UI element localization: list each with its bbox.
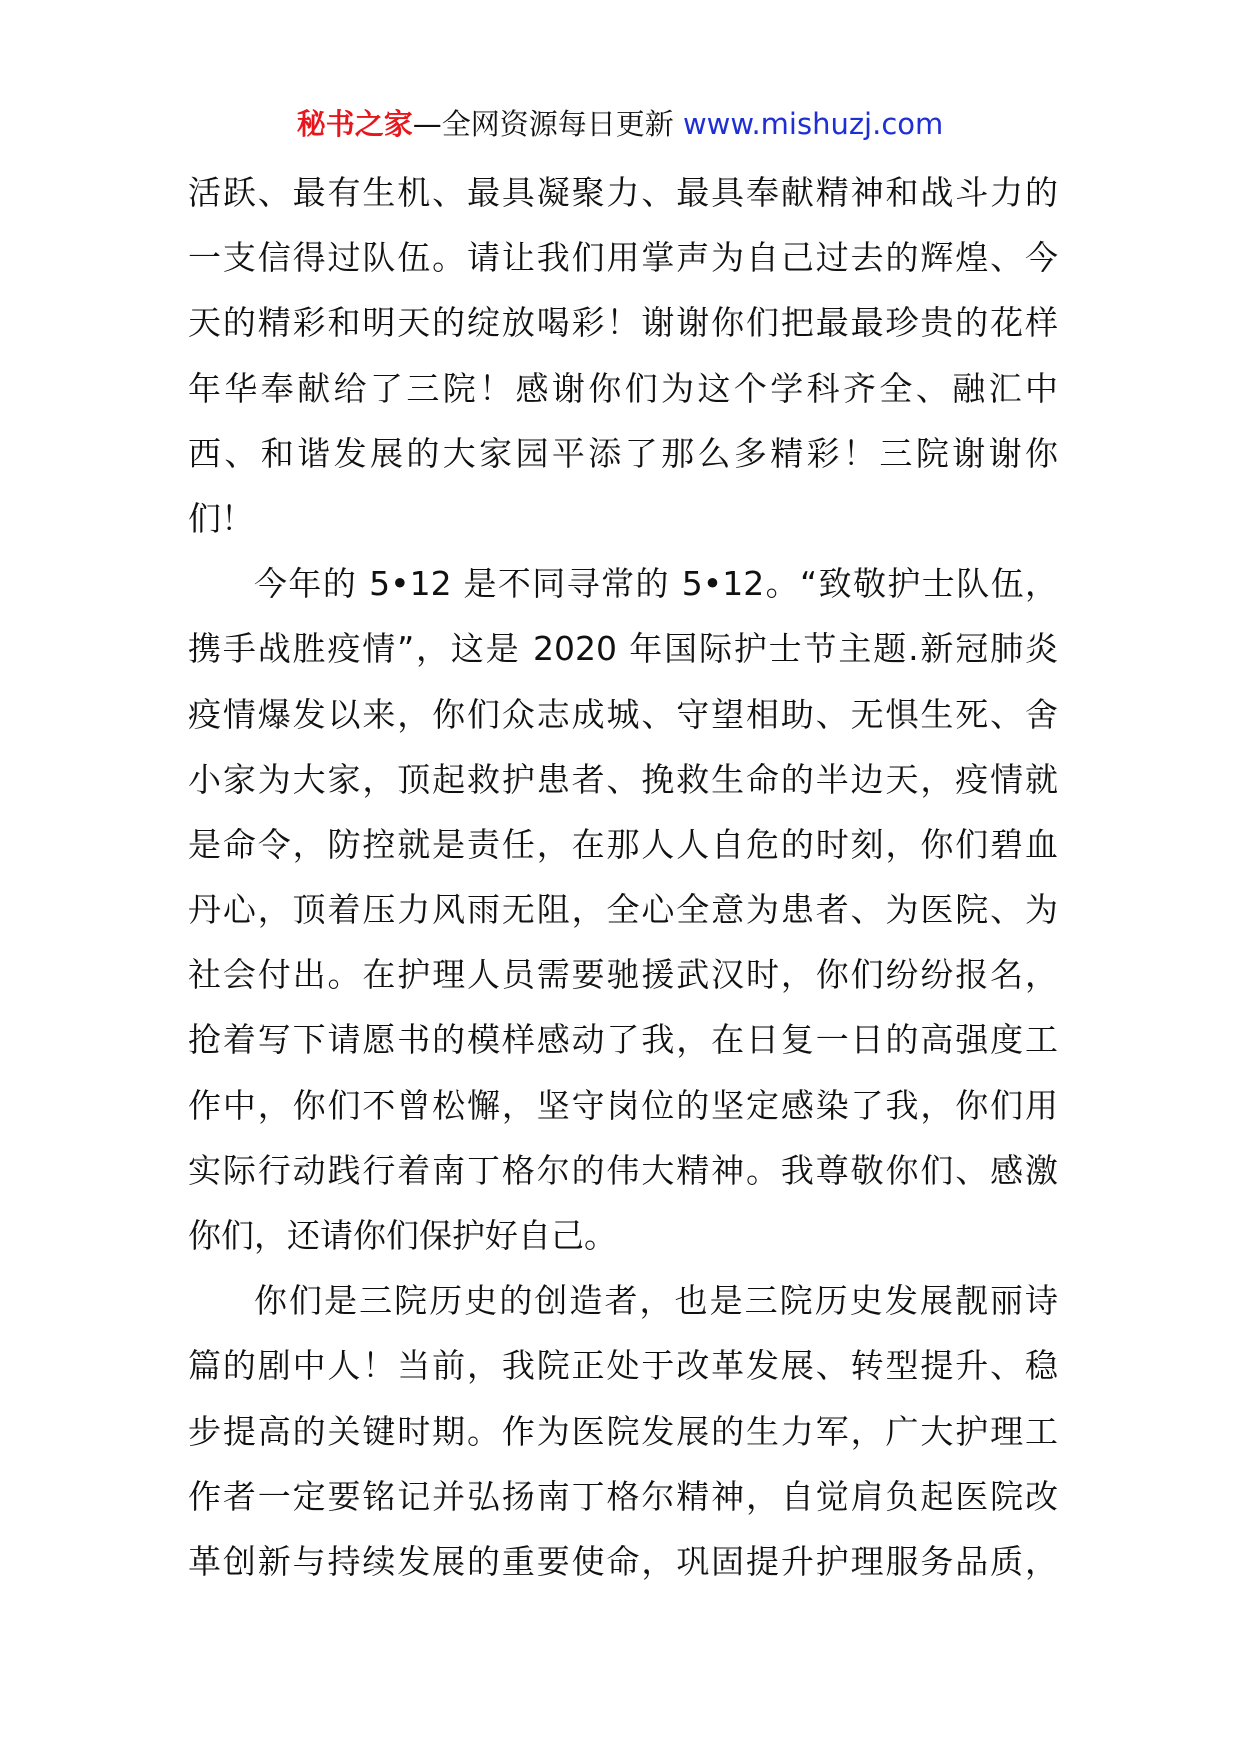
paragraph-3: [188, 1268, 1058, 1594]
text-line: 天的精彩和明天的绽放喝彩！谢谢你们把最最珍贵的花样: [188, 303, 1058, 343]
text-line: 今年的 5•12 是不同寻常的 5•12。“致敬护士队伍，: [254, 564, 1058, 604]
text-line: 年华奉献给了三院！感谢你们为这个学科齐全、融汇中: [188, 368, 1058, 408]
text-line: 一支信得过队伍。请让我们用掌声为自己过去的辉煌、今: [188, 238, 1058, 278]
document-body: [188, 160, 1058, 1594]
text-line: 疫情爆发以来，你们众志成城、守望相助、无惧生死、舍: [188, 694, 1058, 734]
text-line: 革创新与持续发展的重要使命，巩固提升护理服务品质，: [188, 1541, 1058, 1581]
text-line: 丹心，顶着压力风雨无阻，全心全意为患者、为医院、为: [188, 890, 1058, 930]
text-line: 篇的剧中人！当前，我院正处于改革发展、转型提升、稳: [188, 1346, 1058, 1386]
text-line: 步提高的关键时期。作为医院发展的生力军，广大护理工: [188, 1411, 1058, 1451]
site-url-link[interactable]: www.mishuzj.com: [682, 107, 944, 141]
text-line: 你们，还请你们保护好自己。: [188, 1216, 617, 1255]
text-line: 社会付出。在护理人员需要驰援武汉时，你们纷纷报名，: [188, 955, 1058, 995]
text-line: 携手战胜疫情”，这是 2020 年国际护士节主题.新冠肺炎: [188, 629, 1058, 669]
text-line: 作中，你们不曾松懈，坚守岗位的坚定感染了我，你们用: [188, 1085, 1058, 1125]
site-tagline: —全网资源每日更新: [412, 107, 674, 141]
text-line: 西、和谐发展的大家园平添了那么多精彩！三院谢谢你: [188, 433, 1058, 473]
paragraph-1: [188, 160, 1058, 551]
site-brand: 秘书之家: [296, 107, 413, 141]
text-line: 是命令，防控就是责任，在那人人自危的时刻，你们碧血: [188, 824, 1058, 864]
text-line: 小家为大家，顶起救护患者、挽救生命的半边天，疫情就: [188, 759, 1058, 799]
text-line: 实际行动践行着南丁格尔的伟大精神。我尊敬你们、感激: [188, 1150, 1058, 1190]
text-line: 你们是三院历史的创造者，也是三院历史发展靓丽诗: [254, 1281, 1058, 1321]
text-line: 活跃、最有生机、最具凝聚力、最具奉献精神和战斗力的: [188, 173, 1058, 212]
text-line: 们！: [188, 498, 254, 538]
paragraph-2: [188, 551, 1058, 1268]
text-line: 作者一定要铭记并弘扬南丁格尔精神，自觉肩负起医院改: [188, 1476, 1058, 1516]
text-line: 抢着写下请愿书的模样感动了我，在日复一日的高强度工: [188, 1020, 1058, 1060]
page-header: [0, 102, 1240, 146]
